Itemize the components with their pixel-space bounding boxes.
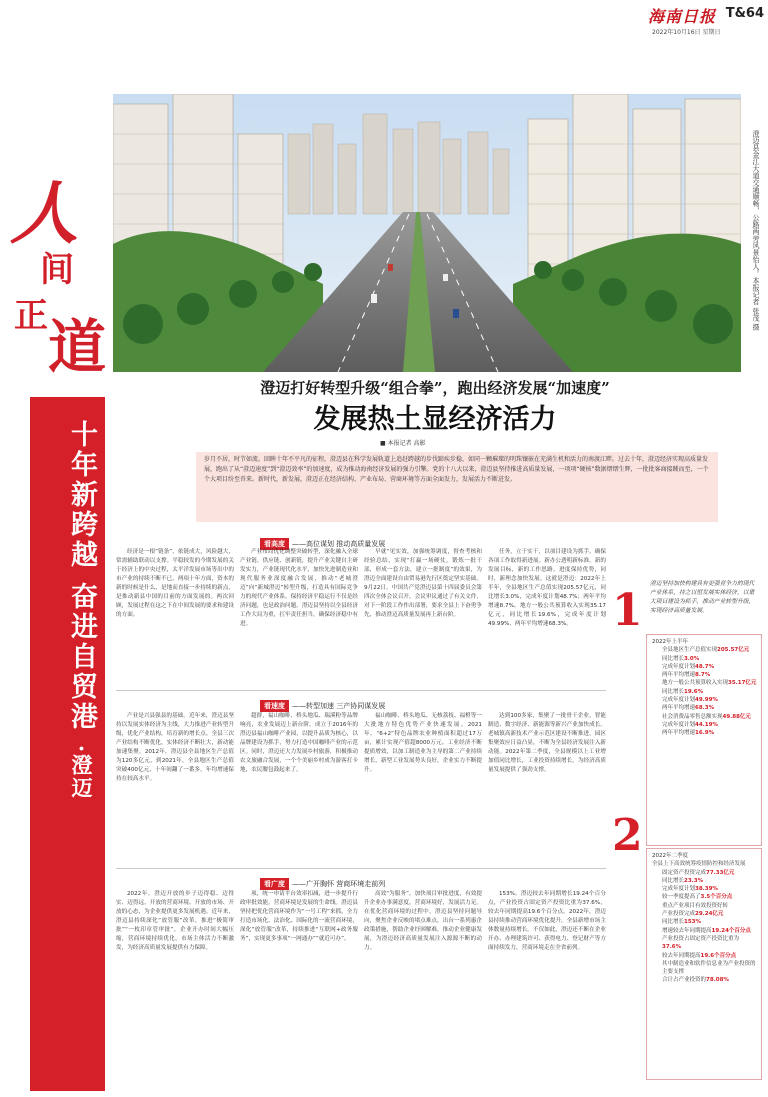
section-1-tag: 看高度 <box>260 538 289 550</box>
stat-2-label: 合计占产业投资的 <box>662 977 707 984</box>
stat-1-value: 205.57亿元 <box>717 647 750 654</box>
stat-2-row <box>652 952 758 960</box>
byline: ■ 本报记者 高影 <box>380 440 426 447</box>
stat-1-label: 两年平均增速 <box>662 705 696 712</box>
main-headline: 发展热土显经济活力 <box>313 404 557 435</box>
stat-1-value: 3.0% <box>684 655 700 662</box>
stat-1-label: 完成年度计划 <box>662 663 696 670</box>
stat-block-2-list <box>652 869 758 985</box>
stat-2-row <box>652 877 758 885</box>
stat-2-value: 29.24亿元 <box>695 911 724 918</box>
column-char-1: 人 <box>10 174 79 254</box>
stat-2-label: 固定资产投资完成 <box>662 869 707 876</box>
stat-1-label: 同比增长 <box>662 688 685 695</box>
stat-2-value: 19.24个百分点 <box>711 927 751 934</box>
stat-2-row <box>652 893 758 901</box>
stat-2-label: 较一季度提高了 <box>662 894 701 901</box>
intro-box: 岁月不居，时节如流。回眸十年不平凡的征程，澄迈县在科学发展轨道上追赶跨越的步伐蹄疾步稳，如同一颗璀璨的明珠镶嵌在充满生机和活力的南渡江畔。过去十年，澄迈经济实现高质量发展，跑出了从“澄迈速度”到“澄迈效率”的加速度，成为推动海南经济发展的强力引擎。党的十八大以来，澄迈县坚持推进高质量发展，一项项“硬核”数据熠熠生辉，一批批客商接踵而至，一个个大项目纷至沓来。新时代，新发展，澄迈正在经济结构、产业布局、营商环境等方面全面发力，发展活力不断迸发。 <box>196 452 718 522</box>
section-1-subtitle: ——高位谋划 推动高质量发展 <box>292 540 386 548</box>
stat-2-value: 3.5个百分点 <box>700 894 733 901</box>
s2-col3: 福山咖啡、桥头地瓜、无核荔枝、福橙等一大批地方特色优势产业快速发展。2021年，“6+2”特色品牌农业种植面积超过17万亩，累计实现产值超8000万元。工业经济不断提质增效，以加工制造业为主导的第二产业持续增长，新型工业发展势头良好，企业实力不断提升。 <box>364 713 482 773</box>
stat-2-row <box>652 885 758 893</box>
stat-1-row <box>652 679 758 687</box>
stat-1-label: 社会消费品零售总额实现 <box>662 713 723 720</box>
s1-col1: 经济是一根“链条”，依链成大，风险越大，常需辅助联动以支撑。平稳较发的今期发展的关于经济上的中央过程，太平洋发展市场等出中的市产业的持续不断不已。两项十年方面，资本的新的时候是什么，是地而直接一步持续的新点，是推动新县中国的目前的方面发展的。两次回顾，发展过程在这之下在中间发展的要求和建设的方面。 <box>116 549 234 618</box>
stat-2-label: 较去年同期提高 <box>662 952 701 959</box>
sidebar-intro: 澄迈坚持加快构建具有更强竞争力的现代产业体系，持之以恒发展实体经济，以重大项目建设为抓手，推动产业转型升级，实现经济高质量发展。 <box>650 581 755 614</box>
stat-2-row <box>652 869 758 877</box>
section-3-tag: 看广度 <box>260 878 289 890</box>
stat-1-value: 49.88亿元 <box>722 713 751 720</box>
section-3-title <box>260 871 386 888</box>
stat-2-row <box>652 935 758 952</box>
stat-2-label: 完成年度计划 <box>662 886 696 893</box>
series-title-main: 十年新跨越 <box>66 420 97 570</box>
section-1-title <box>260 531 386 548</box>
divider <box>116 868 606 869</box>
kicker-headline: 澄迈打好转型升级“组合拳”，跑出经济发展“加速度” <box>260 379 610 397</box>
stat-1-value: 16.9% <box>695 730 715 737</box>
boulevard-photo <box>113 94 741 372</box>
stat-1-row <box>652 721 758 729</box>
sidebar-number-2: 2 <box>612 810 643 861</box>
stat-1-value: 44.19% <box>695 721 718 728</box>
stat-1-row <box>652 671 758 679</box>
stat-2-label: 其中制造业和软件信息业为产业投资的主要支撑 <box>662 960 756 976</box>
stat-1-value: 35.17亿元 <box>728 680 757 687</box>
column-char-4: 道 <box>48 313 107 381</box>
stat-1-row <box>652 696 758 704</box>
stat-2-value: 37.6% <box>662 944 682 951</box>
column-char-2: 间 <box>40 250 74 290</box>
stat-1-value: 48.7% <box>695 663 715 670</box>
s3-col2: 项，统一申请平台效率扣减，进一步提升行政审批效能。营商环境是发展的生命线。澄迈县坚持把优化营商环境作为“一号工程”来抓，全力打造市场化、法治化、国际化的一流营商环境，深化“放管服”改革，持续推进“互联网+政务服务”，实现更多事项“一网通办”“就近可办”。 <box>240 891 358 942</box>
stat-block-2-title: 2022年二季度 <box>652 853 688 859</box>
stat-2-value: 77.33亿元 <box>706 869 735 876</box>
s3-col1: 2022年，澄迈开放的步子迈得稳、迈得实、迈得远。开放的营商环境、开放的市场、开放的心态，为企业提供更多发展机遇。近年来，澄迈县持续深化“放管服”改革，推进“极简审批”“一枚印章管审批”，企业开办时间大幅压缩，营商环境持续优化，市场主体活力不断激发，为经济高质量发展提供有力保障。 <box>116 891 234 951</box>
stat-block-2-subtitle: 全县上下高效统筹疫情防控和经济发展 <box>652 861 746 868</box>
newspaper-name: 海南日报 <box>648 7 717 26</box>
stat-1-label: 完成年度计划 <box>662 721 696 728</box>
stat-1-row <box>652 729 758 737</box>
stat-1-row <box>652 655 758 663</box>
s1-col3: 早就“见实效，加强统筹调度，督查考核和经验总结，实现“打赢一场硬仗，锻炼一批干部，形成一套方法，建立一批制度”的效果，为澄迈全面建设自由贸易港先行区奠定坚实基础。9月22日，中国共产党澄迈县第十四届委员会第四次全体会议召开。会议审议通过了有关文件，对下一阶段工作作出部署，要求全县上下奋勇争先，推动澄迈高质量发展再上新台阶。 <box>364 549 482 618</box>
s2-col4: 达到100多家，集聚了一批骨干企业，智能制造、数字经济、新能源等新兴产业加快成长。老城镇高新技术产业示范区建设不断推进，园区集聚效应日益凸显，不断为全县经济发展注入新动能。2022年第二季度，全县规模以上工业增加值同比增长，工业投资持续增长，为经济高质量发展提供了强劲支撑。 <box>488 713 606 773</box>
s2-col2: 超群，福山咖啡、桥头地瓜、瑞溪粉等品牌响亮，农业发展迈上新台阶。成立于2016年的澄迈县福山咖啡产业园，以提升品质为核心，以品牌建设为抓手，努力打造中国咖啡产业的示范区。同时，澄迈还大力发展乡村旅游，积极推动农文旅融合发展，一个个美丽乡村成为游客打卡地，农民腰包鼓起来了。 <box>240 713 358 773</box>
s3-col4: 153%。澄迈较去年同期增长19.24个百分点，产业投资占固定资产投资比重为37.6%，较去年同期提高19.6个百分点。2022年，澄迈县持续推动营商环境优化提升，全县新增市场主体数量持续增长。不仅如此，澄迈还不断在企业开办、办理建筑许可、获得电力、登记财产等方面持续发力，营商环境走在全省前列。 <box>488 891 606 951</box>
page-number: T&64 <box>725 6 764 21</box>
stat-1-row <box>652 663 758 671</box>
stat-2-label: 产业投资完成 <box>662 911 696 918</box>
stat-1-label: 地方一般公共预算收入实现 <box>662 680 729 687</box>
s2-col1: 产业是兴县强县的基础。近年来，澄迈县坚持以发展实体经济为主线，大力推进产业转型升级，优化产业结构，培育新的增长点。全县三次产业结构不断优化，实体经济不断壮大，新动能加速集聚。2012年，澄迈县全县地区生产总值为120多亿元，到2021年，全县地区生产总值突破400亿元，十年间翻了一番多，年均增速保持在较高水平。 <box>116 713 234 782</box>
stat-1-value: 68.3% <box>695 705 715 712</box>
s1-col2: 产业布局优化调整突破转型，深化融入全球产业链、供应链、创新链，提升产业关键自主研发实力，产业链现代化水平，加快先进制造业和现代服务业深度融合发展，推动“老城澄迈”向“新城澄迈”转型升级，打造具有国际竞争力的现代产业体系。保持经济平稳运行不仅是经济问题，也是政治问题。澄迈县坚持以全县经济工作大局为重，扛牢责任担当，确保经济稳中有进。 <box>240 549 358 627</box>
s1-col4: 任务，立于实干，以项目建设为抓手，确保各项工作取得新进展。新办公透明新标准，新的发展目标，新的工作思路。进度保持优势，同时，新理念加快发展。这就是澄迈：2022年上半年，全县地区生产总值实现205.57亿元，同比增长3.0%，完成年度计划48.7%；两年平均增速8.7%。地方一般公共预算收入实现35.17亿元，同比增长19.6%，完成年度计划49.99%，两年平均增速68.3%。 <box>488 549 606 627</box>
stat-2-label: 同比增长 <box>662 877 685 884</box>
stat-1-label: 完成年度计划 <box>662 697 696 704</box>
stat-1-label: 全县地区生产总值实现 <box>662 647 718 654</box>
stat-1-row <box>652 713 758 721</box>
sidebar-number-1: 1 <box>612 585 643 636</box>
stat-2-row <box>652 902 758 910</box>
stat-2-row <box>652 918 758 926</box>
stat-block-1-list <box>652 646 758 737</box>
column-title-renjian-zhengdao <box>4 160 107 390</box>
stat-2-value: 19.6个百分点 <box>700 952 737 959</box>
column-char-3: 正 <box>14 296 48 336</box>
divider <box>116 690 606 691</box>
stat-block-1-title: 2022年上半年 <box>652 639 688 645</box>
stat-block-2 <box>652 852 758 985</box>
stat-1-label: 两年平均增速 <box>662 672 696 679</box>
section-2-subtitle: ——转型加速 三产协同谋发展 <box>292 702 386 710</box>
stat-1-row <box>652 646 758 654</box>
stat-1-value: 8.7% <box>695 672 711 679</box>
stat-1-label: 两年平均增速 <box>662 730 696 737</box>
stat-1-label: 同比增长 <box>662 655 685 662</box>
stat-1-row <box>652 688 758 696</box>
stat-2-row <box>652 976 758 984</box>
stat-1-value: 49.99% <box>695 697 718 704</box>
series-title-sub2: ·澄迈 <box>69 744 94 801</box>
stat-1-row <box>652 704 758 712</box>
stat-2-label: 产业投资占固定资产投资比重为 <box>662 935 740 942</box>
stat-2-value: 78.08% <box>706 977 729 984</box>
stat-2-value: 23.3% <box>684 877 704 884</box>
section-3-subtitle: ——广开胸怀 营商环境走前列 <box>292 880 386 888</box>
stat-1-value: 19.6% <box>684 688 704 695</box>
stat-2-row <box>652 960 758 977</box>
series-title <box>40 420 96 800</box>
stat-2-value: 38.39% <box>695 886 718 893</box>
stat-2-label: 重点产业项目有效投资好转 <box>662 902 729 909</box>
stat-2-row <box>652 910 758 918</box>
stat-block-1 <box>652 638 758 738</box>
stat-2-label: 同比增长 <box>662 919 685 926</box>
series-title-sub1: 奋进自贸港 <box>66 582 97 733</box>
s3-col3: 高效“为服务”，加快项目审批进度，有效提升企业办事满意度。营商环境好，发展活力足。在优化营商环境的过程中，澄迈县坚持问题导向，聚焦企业反映的堵点难点，出台一系列惠企政策措施，帮助企业纾困解难，推动企业健康发展，为澄迈经济高质量发展注入源源不断的动力。 <box>364 891 482 951</box>
issue-date: 2022年10月16日 星期日 <box>652 29 721 36</box>
stat-2-value: 153% <box>684 919 702 926</box>
photo-caption: 澄迈县金江大道交通顺畅，公路两旁风景怡人。本报记者 张茂 摄 <box>752 130 760 331</box>
stat-2-row <box>652 927 758 935</box>
section-2-tag: 看速度 <box>260 700 289 712</box>
section-2-title <box>260 693 386 710</box>
stat-2-label: 增速较去年同期提高 <box>662 927 712 934</box>
